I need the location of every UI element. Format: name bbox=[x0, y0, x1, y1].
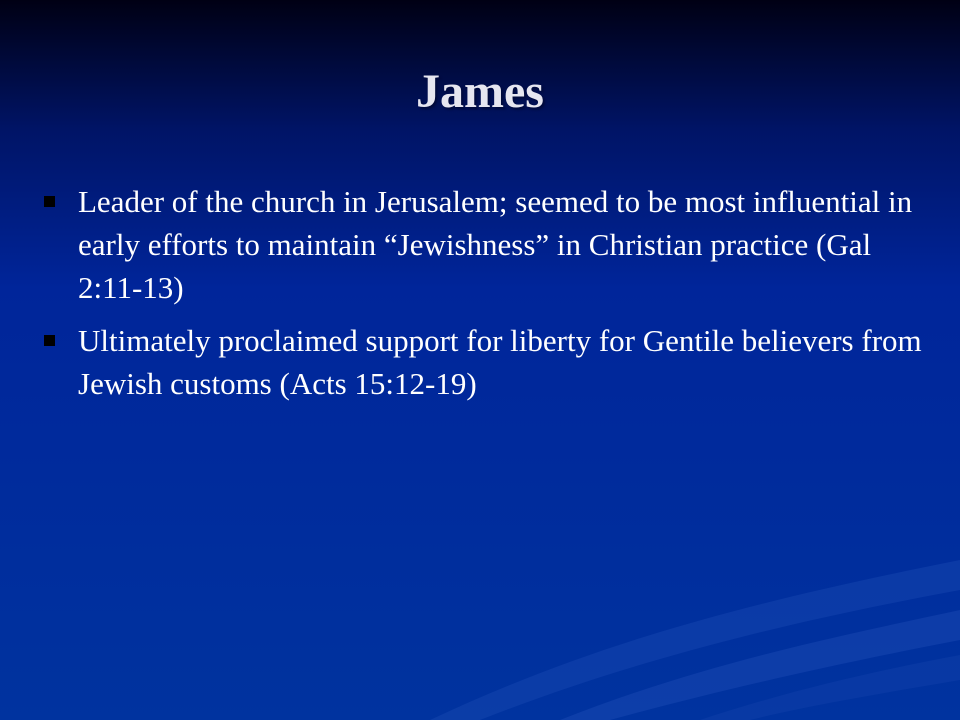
bullet-text: Leader of the church in Jerusalem; seemed to be most influential in early efforts to maintain “Jewishness” in Christian practice (Gal 2:11-13) bbox=[78, 184, 913, 305]
bullet-item bbox=[44, 319, 924, 405]
square-bullet-icon bbox=[44, 196, 55, 207]
bullet-text: Ultimately proclaimed support for liberty for Gentile believers from Jewish customs (Acts 15:12-19) bbox=[78, 323, 922, 401]
bullet-item bbox=[44, 180, 924, 309]
slide-title: James bbox=[416, 65, 544, 118]
bullet-list bbox=[44, 180, 924, 415]
square-bullet-icon bbox=[44, 335, 55, 346]
